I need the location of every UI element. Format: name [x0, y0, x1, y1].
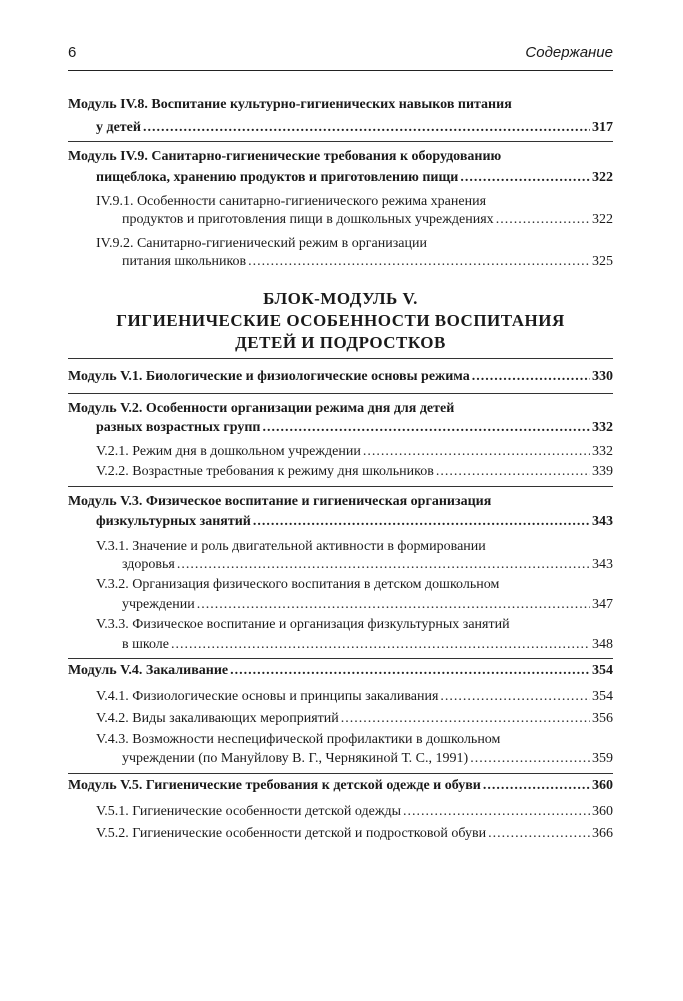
toc-sub-v31-title-cont: здоровья — [122, 557, 175, 572]
toc-sub-v31-title: V.3.1. Значение и роль двигательной активности в формировании — [96, 539, 486, 554]
leader-dots — [262, 419, 590, 437]
leader-dots — [403, 803, 590, 821]
block-heading-line2: ГИГИЕНИЧЕСКИЕ ОСОБЕННОСТИ ВОСПИТАНИЯ — [116, 311, 565, 330]
toc-page-number: 354 — [592, 663, 613, 678]
section-divider — [68, 486, 613, 487]
toc-page-number: 332 — [592, 444, 613, 459]
leader-dots — [230, 662, 590, 680]
toc-sub-v51[interactable] — [96, 803, 613, 821]
leader-dots — [488, 825, 590, 843]
block-heading-line1: БЛОК-МОДУЛЬ V. — [263, 289, 418, 308]
toc-sub-v32-title-cont: учреждении — [122, 597, 195, 612]
toc-sub-v21[interactable] — [96, 443, 613, 461]
section-divider — [68, 358, 613, 359]
leader-dots — [197, 596, 590, 614]
toc-page-number: 339 — [592, 464, 613, 479]
toc-sub-v42[interactable] — [96, 710, 613, 728]
toc-sub-v21-title: V.2.1. Режим дня в дошкольном учреждении — [96, 444, 361, 459]
toc-sub-v43-title: V.4.3. Возможности неспецифической профилактики в дошкольном — [96, 732, 501, 747]
leader-dots — [436, 463, 590, 481]
toc-module-iv9-title-cont: пищеблока, хранению продуктов и приготовлению пищи — [96, 170, 459, 185]
toc-module-iv9-title: Модуль IV.9. Санитарно-гигиенические требования к оборудованию — [68, 149, 502, 164]
toc-sub-iv92-title: IV.9.2. Санитарно-гигиенический режим в организации — [96, 236, 427, 251]
toc-module-iv8-title: Модуль IV.8. Воспитание культурно-гигиенических навыков питания — [68, 97, 512, 112]
leader-dots — [472, 368, 590, 386]
toc-module-v5[interactable] — [68, 777, 613, 795]
toc-sub-v33-title-cont: в школе — [122, 637, 169, 652]
toc-sub-v22-title: V.2.2. Возрастные требования к режиму дня школьников — [96, 464, 434, 479]
toc-page-number: 366 — [592, 826, 613, 841]
toc-sub-v43[interactable] — [122, 750, 613, 768]
toc-page-number: 348 — [592, 637, 613, 652]
leader-dots — [483, 777, 590, 795]
running-head: Содержание — [525, 44, 613, 61]
section-divider — [68, 393, 613, 394]
toc-sub-iv92-title-cont: питания школьников — [122, 254, 247, 269]
toc-page-number: 360 — [592, 778, 613, 793]
toc-page-number: 322 — [592, 212, 613, 227]
toc-page-number: 332 — [592, 420, 613, 435]
leader-dots — [248, 253, 590, 271]
toc-sub-v51-title: V.5.1. Гигиенические особенности детской одежды — [96, 804, 402, 819]
leader-dots — [171, 636, 590, 654]
leader-dots — [253, 513, 590, 531]
toc-page-number: 343 — [592, 514, 613, 529]
toc-page-number: 347 — [592, 597, 613, 612]
toc-sub-iv92[interactable] — [122, 253, 613, 271]
toc-sub-v41-title: V.4.1. Физиологические основы и принципы закаливания — [96, 689, 439, 704]
toc-sub-v32-title: V.3.2. Организация физического воспитания в детском дошкольном — [96, 577, 500, 592]
toc-page-number: 325 — [592, 254, 613, 269]
toc-sub-v43-title-cont: учреждении (по Мануйлову В. Г., Чернякиной Т. С., 1991) — [122, 751, 469, 766]
leader-dots — [496, 211, 590, 229]
toc-sub-v33[interactable] — [122, 636, 613, 654]
leader-dots — [143, 119, 590, 137]
toc-page-number: 343 — [592, 557, 613, 572]
toc-module-v1-title: Модуль V.1. Биологические и физиологические основы режима — [68, 369, 470, 384]
section-divider — [68, 658, 613, 659]
toc-module-iv9[interactable] — [96, 169, 613, 187]
toc-sub-v31[interactable] — [122, 556, 613, 574]
block-heading-line3: ДЕТЕЙ И ПОДРОСТКОВ — [235, 333, 446, 352]
toc-sub-iv91-title-cont: продуктов и приготовления пищи в дошкольных учреждениях — [122, 212, 494, 227]
section-divider — [68, 773, 613, 774]
toc-module-v3[interactable] — [96, 513, 613, 531]
toc-page-number: 356 — [592, 711, 613, 726]
toc-module-v2-title-cont: разных возрастных групп — [96, 420, 261, 435]
page-number: 6 — [68, 44, 77, 61]
toc-module-iv8-title-cont: у детей — [96, 120, 141, 135]
toc-page-number: 354 — [592, 689, 613, 704]
toc-module-v1[interactable] — [68, 368, 613, 386]
toc-module-v5-title: Модуль V.5. Гигиенические требования к детской одежде и обуви — [68, 778, 481, 793]
toc-sub-v42-title: V.4.2. Виды закаливающих мероприятий — [96, 711, 339, 726]
toc-sub-v33-title: V.3.3. Физическое воспитание и организация физкультурных занятий — [96, 617, 510, 632]
toc-module-v4[interactable] — [68, 662, 613, 680]
leader-dots — [341, 710, 590, 728]
toc-page-number: 360 — [592, 804, 613, 819]
toc-sub-v22[interactable] — [96, 463, 613, 481]
toc-sub-v32[interactable] — [122, 596, 613, 614]
toc-sub-v52[interactable] — [96, 825, 613, 843]
toc-sub-iv91-title: IV.9.1. Особенности санитарно-гигиенического режима хранения — [96, 194, 487, 209]
toc-sub-v52-title: V.5.2. Гигиенические особенности детской и подростковой обуви — [96, 826, 487, 841]
section-divider — [68, 141, 613, 142]
toc-module-v3-title: Модуль V.3. Физическое воспитание и гигиеническая организация — [68, 494, 492, 509]
toc-sub-iv91[interactable] — [122, 211, 613, 229]
leader-dots — [460, 169, 590, 187]
toc-module-v2-title: Модуль V.2. Особенности организации режима дня для детей — [68, 401, 455, 416]
leader-dots — [440, 688, 590, 706]
toc-module-v3-title-cont: физкультурных занятий — [96, 514, 251, 529]
toc-module-v2[interactable] — [96, 419, 613, 437]
toc-page-number: 322 — [592, 170, 613, 185]
toc-page-number: 330 — [592, 369, 613, 384]
toc-page-number: 359 — [592, 751, 613, 766]
toc-module-v4-title: Модуль V.4. Закаливание — [68, 663, 229, 678]
leader-dots — [363, 443, 590, 461]
toc-module-iv8[interactable] — [96, 119, 613, 137]
leader-dots — [470, 750, 590, 768]
toc-page-number: 317 — [592, 120, 613, 135]
leader-dots — [177, 556, 590, 574]
header-rule — [68, 70, 613, 71]
toc-sub-v41[interactable] — [96, 688, 613, 706]
